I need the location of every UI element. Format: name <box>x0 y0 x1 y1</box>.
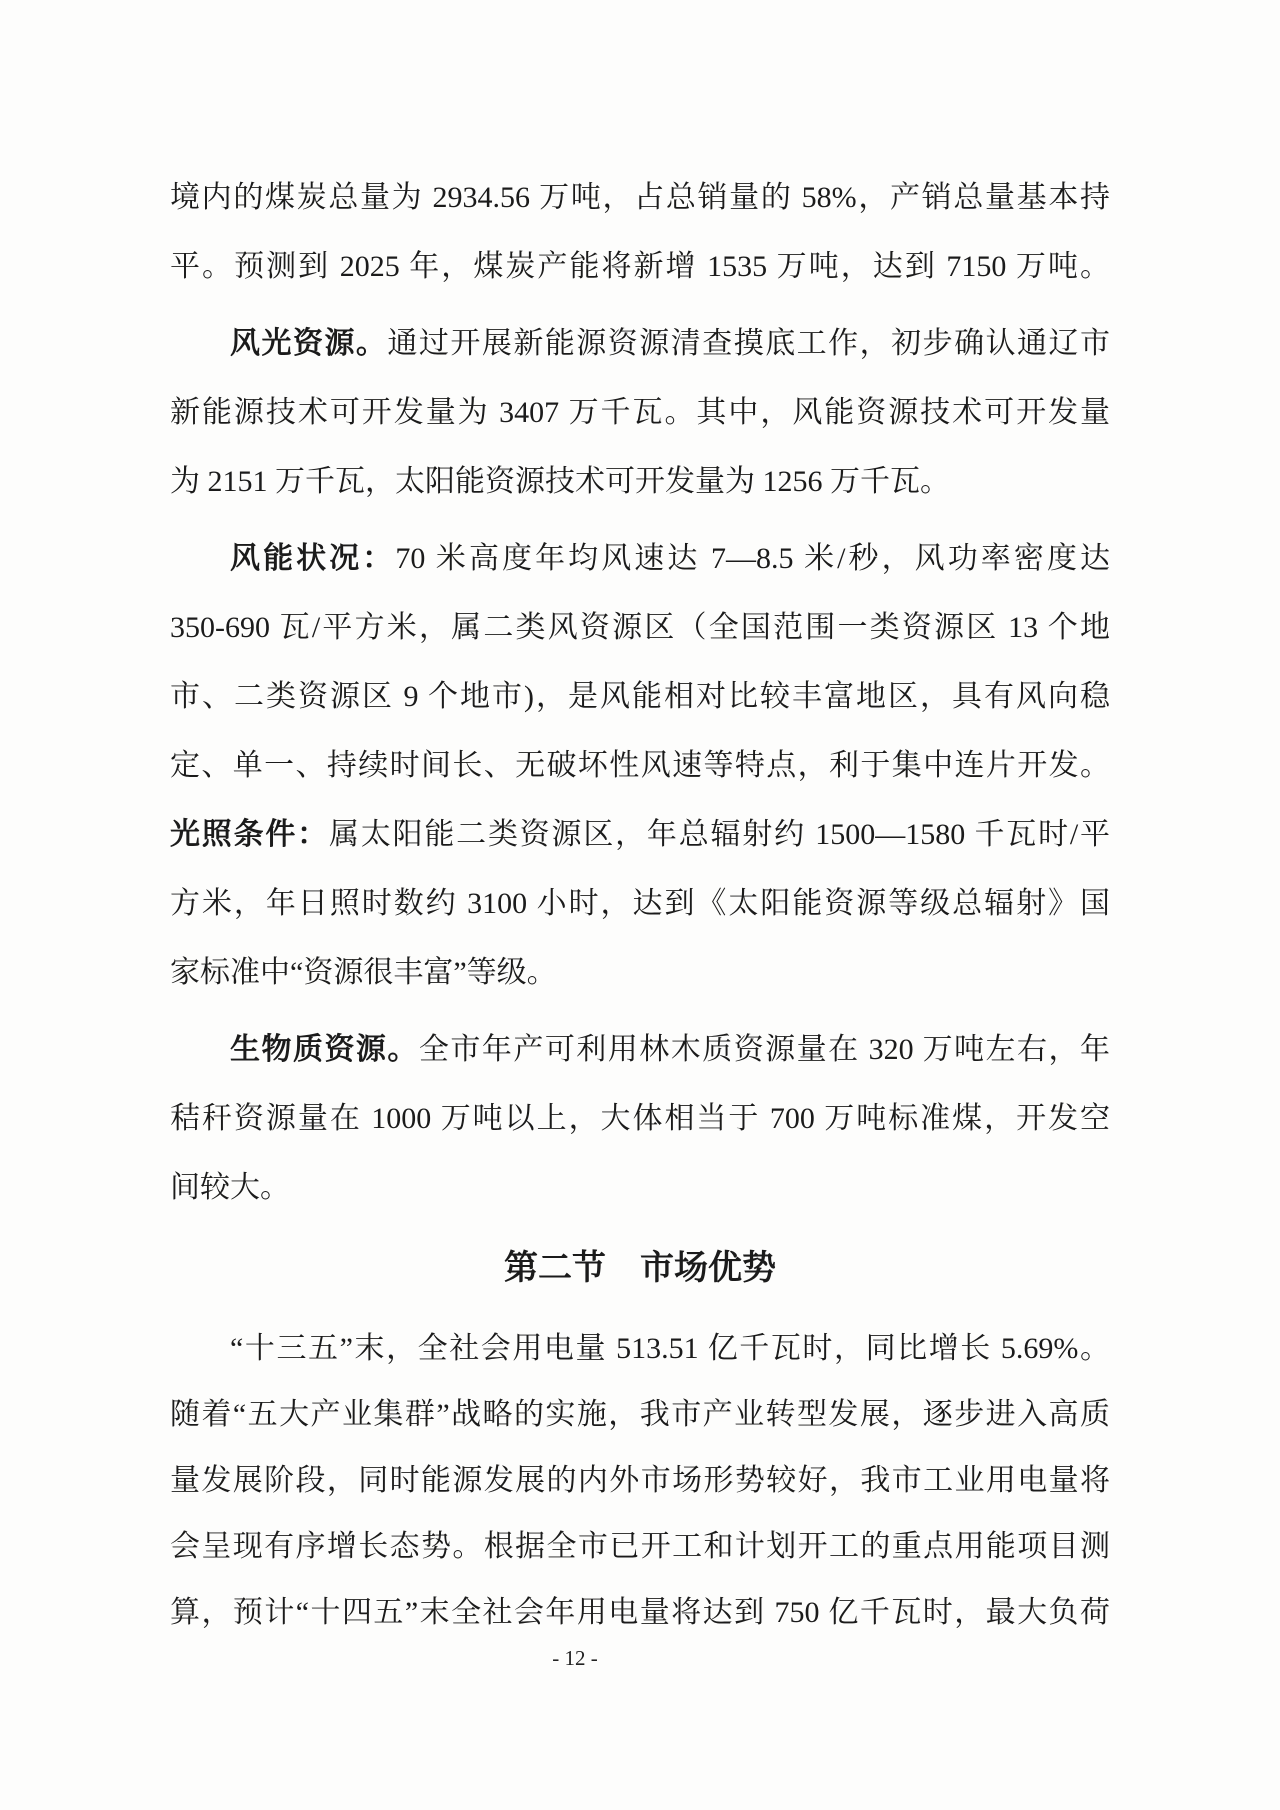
text-line <box>170 1382 1110 1448</box>
text-run: 定、单一、持续时间长、无破坏性风速等特点，利于集中连片开发。 <box>170 749 1110 782</box>
text-run: “十三五”末，全社会用电量 513.51 亿千瓦时，同比增长 5.69%。 <box>230 1332 1110 1365</box>
text-run: 为 2151 万千瓦，太阳能资源技术可开发量为 1256 万千瓦。 <box>170 465 950 498</box>
text-line <box>170 447 1110 516</box>
text-run: 市、二类资源区 9 个地市)，是风能相对比较丰富地区，具有风向稳 <box>170 680 1110 713</box>
text-line <box>170 1448 1110 1514</box>
bold-lead-text: 风光资源。 <box>230 327 388 360</box>
text-line <box>170 309 1110 378</box>
text-run: 通过开展新能源资源清查摸底工作，初步确认通辽市 <box>387 327 1111 360</box>
text-line <box>170 869 1110 938</box>
para-wind-conditions <box>170 524 1110 1007</box>
text-run: 家标准中“资源很丰富”等级。 <box>170 956 557 989</box>
text-line <box>170 938 1110 1007</box>
text-line <box>170 662 1110 731</box>
text-run: 境内的煤炭总量为 2934.56 万吨，占总销量的 58%，产销总量基本持 <box>170 181 1110 214</box>
text-run: 350-690 瓦/平方米，属二类风资源区（全国范围一类资源区 13 个地 <box>170 611 1110 644</box>
bold-lead-text: 生物质资源。 <box>230 1033 419 1066</box>
text-run: 属太阳能二类资源区，年总辐射约 1500—1580 千瓦时/平 <box>328 818 1111 851</box>
text-run: 秸秆资源量在 1000 万吨以上，大体相当于 700 万吨标准煤，开发空 <box>170 1102 1110 1135</box>
text-run: 随着“五大产业集群”战略的实施，我市产业转型发展，逐步进入高质 <box>170 1398 1110 1431</box>
text-line <box>170 232 1110 301</box>
text-line <box>170 1580 1110 1646</box>
text-line <box>170 1015 1110 1084</box>
text-run: 平。预测到 2025 年，煤炭产能将新增 1535 万吨，达到 7150 万吨。 <box>170 250 1110 283</box>
text-line <box>170 593 1110 662</box>
text-run: 方米，年日照时数约 3100 小时，达到《太阳能资源等级总辐射》国 <box>170 887 1110 920</box>
text-line <box>170 378 1110 447</box>
para-coal-continuation <box>170 163 1110 301</box>
page-number: - 12 - <box>552 1646 598 1670</box>
text-line <box>170 731 1110 800</box>
text-run: 会呈现有序增长态势。根据全市已开工和计划开工的重点用能项目测 <box>170 1530 1110 1563</box>
text-run: 新能源技术可开发量为 3407 万千瓦。其中，风能资源技术可开发量 <box>170 396 1110 429</box>
text-run: 算，预计“十四五”末全社会年用电量将达到 750 亿千瓦时，最大负荷 <box>170 1596 1110 1629</box>
text-run: 全市年产可利用林木质资源量在 320 万吨左右，年 <box>418 1033 1111 1066</box>
bold-lead-text: 风能状况： <box>230 542 396 575</box>
para-market-advantage <box>170 1316 1110 1646</box>
text-line <box>170 800 1110 869</box>
text-line <box>170 1084 1110 1153</box>
text-line <box>170 1153 1110 1222</box>
text-line <box>170 524 1110 593</box>
text-run: 间较大。 <box>170 1171 290 1204</box>
section-heading: 第二节 市场优势 <box>504 1250 776 1287</box>
bold-lead-text: 光照条件： <box>170 818 329 851</box>
para-biomass-resources <box>170 1015 1110 1222</box>
text-run: 70 米高度年均风速达 7—8.5 米/秒，风功率密度达 <box>395 542 1111 575</box>
text-run: 量发展阶段，同时能源发展的内外市场形势较好，我市工业用电量将 <box>170 1464 1110 1497</box>
text-line <box>170 163 1110 232</box>
text-line <box>170 1316 1110 1382</box>
text-line <box>170 1514 1110 1580</box>
document-body <box>170 163 1110 1646</box>
para-wind-solar-resources <box>170 309 1110 516</box>
